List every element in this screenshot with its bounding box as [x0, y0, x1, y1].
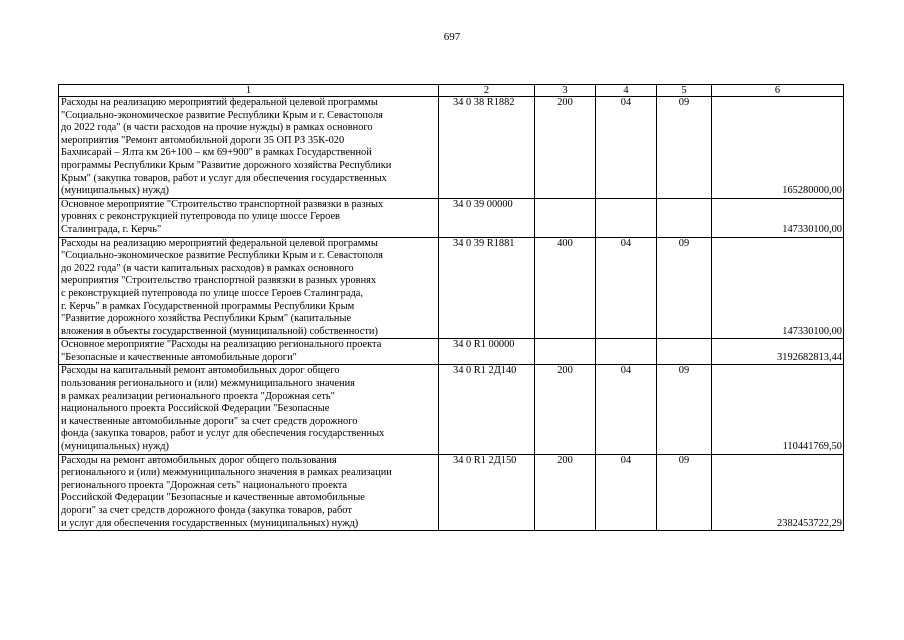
row-description: Основное мероприятие "Строительство транспортной развязки в разных уровнях с реконструкцией путепровода по улице шоссе Героев Сталинграда, г. Керчь" — [59, 198, 439, 237]
row-section: 04 — [596, 237, 657, 339]
row-expense-type: 200 — [535, 365, 596, 454]
row-code: 34 0 R1 2Д150 — [439, 454, 535, 531]
header-col-2: 2 — [439, 85, 535, 97]
row-subsection: 09 — [657, 237, 712, 339]
row-expense-type: 400 — [535, 237, 596, 339]
table-row — [59, 97, 844, 199]
row-amount: 147330100,00 — [712, 198, 844, 237]
row-description: Расходы на ремонт автомобильных дорог общего пользования регионального и (или) межмуниципального значения в рамках реализации регионального проекта "Дорожная сеть" национального проекта Российской Федерации "Безопасные и качественные автомобильные дороги" за счет средств дорожного фонда (закупка товаров, работ и услуг для обеспечения государственных (муниципальных) нужд) — [59, 454, 439, 531]
row-description: Основное мероприятие "Расходы на реализацию регионального проекта "Безопасные и качественные автомобильные дороги" — [59, 339, 439, 365]
row-code: 34 0 38 R1882 — [439, 97, 535, 199]
header-col-1: 1 — [59, 85, 439, 97]
row-section: 04 — [596, 365, 657, 454]
row-subsection: 09 — [657, 97, 712, 199]
row-amount: 2382453722,29 — [712, 454, 844, 531]
row-amount: 110441769,50 — [712, 365, 844, 454]
row-code: 34 0 R1 2Д140 — [439, 365, 535, 454]
table-row — [59, 198, 844, 237]
header-col-4: 4 — [596, 85, 657, 97]
table-row — [59, 365, 844, 454]
row-expense-type — [535, 198, 596, 237]
row-code: 34 0 R1 00000 — [439, 339, 535, 365]
row-expense-type: 200 — [535, 97, 596, 199]
row-subsection: 09 — [657, 365, 712, 454]
row-code: 34 0 39 R1881 — [439, 237, 535, 339]
row-amount: 165280000,00 — [712, 97, 844, 199]
row-section — [596, 198, 657, 237]
row-code: 34 0 39 00000 — [439, 198, 535, 237]
row-expense-type: 200 — [535, 454, 596, 531]
row-section — [596, 339, 657, 365]
header-row — [59, 85, 844, 97]
row-section: 04 — [596, 97, 657, 199]
header-col-5: 5 — [657, 85, 712, 97]
row-subsection — [657, 198, 712, 237]
row-amount: 147330100,00 — [712, 237, 844, 339]
row-section: 04 — [596, 454, 657, 531]
table-row — [59, 237, 844, 339]
row-amount: 3192682813,44 — [712, 339, 844, 365]
row-subsection: 09 — [657, 454, 712, 531]
row-expense-type — [535, 339, 596, 365]
budget-table — [58, 84, 844, 531]
table-row — [59, 339, 844, 365]
row-description: Расходы на реализацию мероприятий федеральной целевой программы "Социально-экономическое развитие Республики Крым и г. Севастополя до 2022 года" (в части расходов на прочие нужды) в рамках основного мероприятия "Ремонт автомобильной дороги 35 ОП РЗ 35К-020 Бахчисарай – Ялта км 26+100 – км 69+900" в рамках Государственной программы Республики Крым "Развитие дорожного хозяйства Республики Крым" (закупка товаров, работ и услуг для обеспечения государственных (муниципальных) нужд) — [59, 97, 439, 199]
header-col-6: 6 — [712, 85, 844, 97]
row-subsection — [657, 339, 712, 365]
table-row — [59, 454, 844, 531]
row-description: Расходы на реализацию мероприятий федеральной целевой программы "Социально-экономическое развитие Республики Крым и г. Севастополя до 2022 года" (в части капитальных расходов) в рамках основного мероприятия "Строительство транспортной развязки в разных уровнях с реконструкцией путепровода по улице шоссе Героев Сталинграда, г. Керчь" в рамках Государственной программы Республики Крым "Развитие дорожного хозяйства Республики Крым" (капитальные вложения в объекты государственной (муниципальной) собственности) — [59, 237, 439, 339]
row-description: Расходы на капитальный ремонт автомобильных дорог общего пользования регионального и (или) межмуниципального значения в рамках реализации регионального проекта "Дорожная сеть" национального проекта Российской Федерации "Безопасные и качественные автомобильные дороги" за счет средств дорожного фонда (закупка товаров, работ и услуг для обеспечения государственных (муниципальных) нужд) — [59, 365, 439, 454]
header-col-3: 3 — [535, 85, 596, 97]
page-number: 697 — [443, 31, 461, 43]
